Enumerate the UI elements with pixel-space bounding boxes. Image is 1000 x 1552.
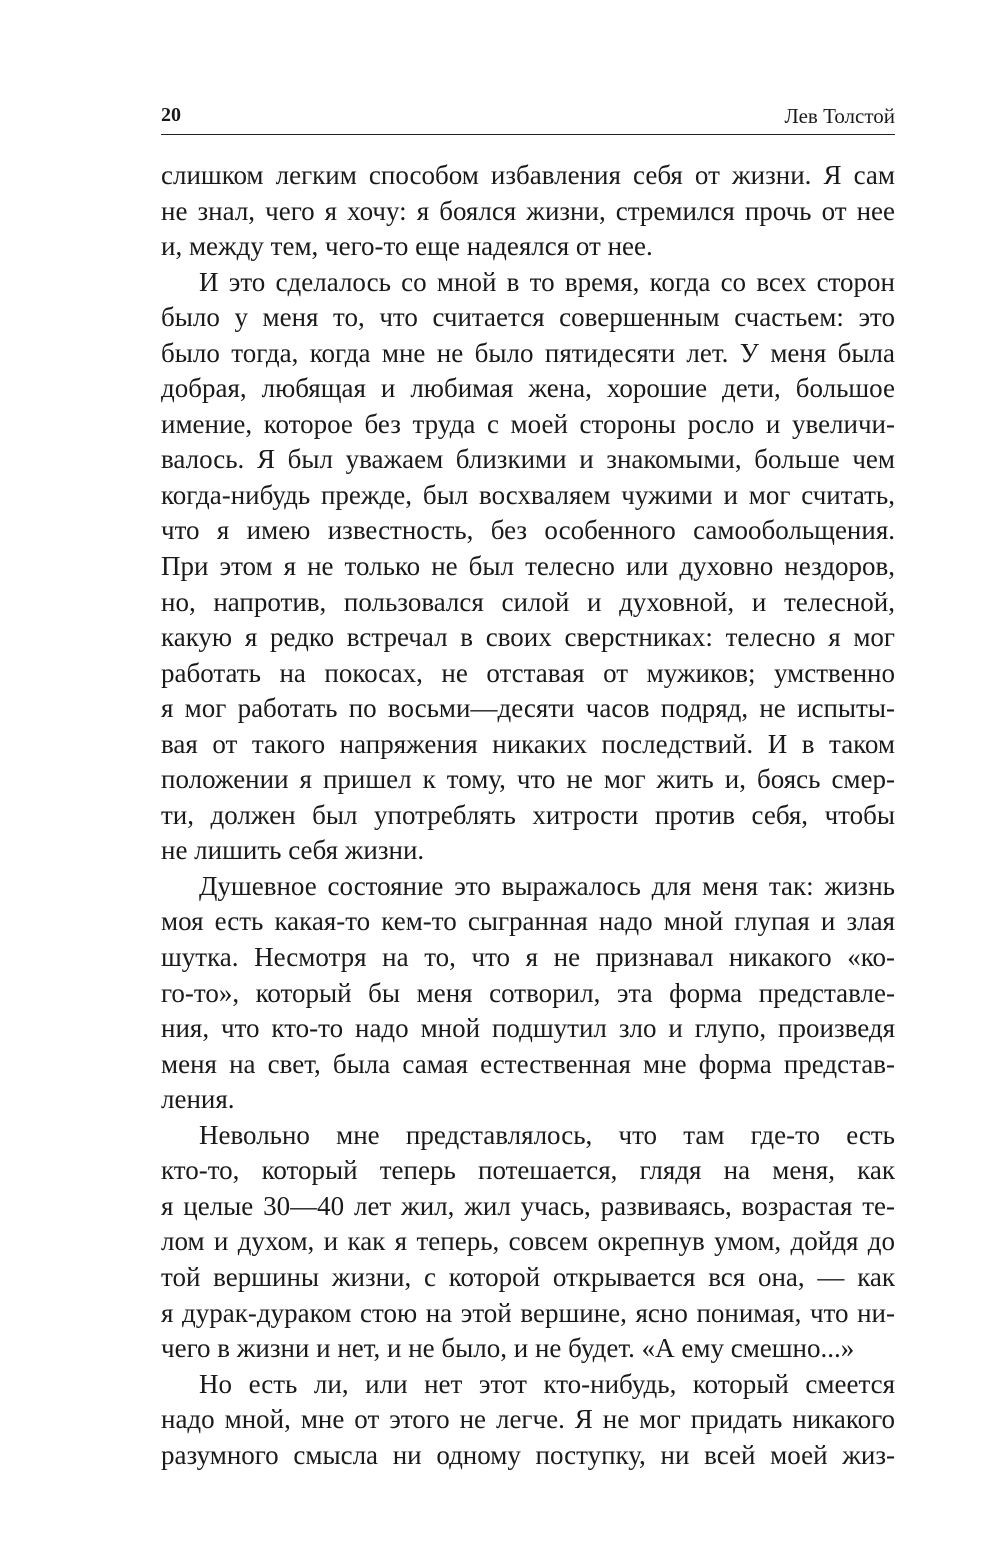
text-line: добрая, любящая и любимая жена, хорошие дети, большое — [161, 373, 895, 404]
text-line: При этом я не только не был телесно или духовно нездоров, — [161, 551, 895, 582]
text-line: работать на покосах, не отставая от мужиков; умственно — [161, 657, 895, 688]
text-line: лом и духом, и как я теперь, совсем окрепнув умом, дойдя до — [161, 1226, 895, 1257]
text-line: Но есть ли, или нет этот кто-нибудь, который смеется — [199, 1368, 895, 1399]
text-line: имение, которое без труда с моей стороны росло и увеличи- — [161, 408, 895, 439]
text-line: не лишить себя жизни. — [161, 835, 425, 866]
text-line: ния, что кто-то надо мной подшутил зло и глупо, произведя — [161, 1013, 895, 1044]
text-line: не знал, чего я хочу: я боялся жизни, стремился прочь от нее — [161, 195, 895, 226]
text-line: надо мной, мне от этого не легче. Я не мог придать никакого — [161, 1404, 895, 1435]
running-title: Лев Толстой — [784, 104, 895, 128]
text-line: но, напротив, пользовался силой и духовной, и телесной, — [161, 586, 895, 617]
text-line: меня на свет, была самая естественная мне форма представ- — [161, 1048, 895, 1079]
text-line: разумного смысла ни одному поступку, ни всей моей жиз- — [161, 1439, 895, 1470]
text-line: И это сделалось со мной в то время, когда со всех сторон — [199, 266, 895, 297]
body-text — [161, 158, 895, 1473]
text-line: той вершины жизни, с которой открывается вся она, — как — [161, 1261, 895, 1292]
text-line: кто-то, который теперь потешается, глядя на меня, как — [161, 1155, 895, 1186]
text-line: было тогда, когда мне не было пятидесяти лет. У меня была — [161, 337, 895, 368]
text-line: вая от такого напряжения никаких последствий. И в таком — [161, 728, 895, 759]
text-line: валось. Я был уважаем близкими и знакомыми, больше чем — [161, 444, 895, 475]
text-line: го-то», который бы меня сотворил, эта форма представле- — [161, 977, 895, 1008]
text-line: слишком легким способом избавления себя от жизни. Я сам — [161, 160, 895, 190]
text-line: что я имею известность, без особенного самообольщения. — [161, 515, 895, 546]
text-line: когда-нибудь прежде, был восхваляем чужими и мог считать, — [161, 479, 895, 510]
text-line: я мог работать по восьми—десяти часов подряд, не испыты- — [161, 693, 895, 724]
text-line: какую я редко встречал в своих сверстниках: телесно я мог — [161, 622, 895, 653]
text-line: ти, должен был употреблять хитрости против себя, чтобы — [161, 799, 895, 830]
page-header — [161, 98, 895, 135]
text-line: было у меня то, что считается совершенным счастьем: это — [161, 302, 895, 333]
text-line: моя есть какая-то кем-то сыгранная надо мной глупая и злая — [161, 906, 895, 937]
text-line: ления. — [161, 1084, 235, 1115]
text-line: я целые 30—40 лет жил, жил учась, развиваясь, возрастая те- — [161, 1190, 895, 1221]
text-line: и, между тем, чего-то еще надеялся от нее. — [161, 231, 653, 262]
text-line: чего в жизни и нет, и не было, и не будет. «А ему смешно...» — [161, 1333, 855, 1364]
text-line: шутка. Несмотря на то, что я не признавал никакого «ко- — [161, 942, 895, 973]
text-line: Невольно мне представлялось, что там где-то есть — [199, 1119, 895, 1150]
text-line: я дурак-дураком стою на этой вершине, ясно понимая, что ни- — [161, 1297, 895, 1328]
page-number: 20 — [161, 104, 181, 126]
text-line: положении я пришел к тому, что не мог жить и, боясь смер- — [161, 764, 895, 795]
text-line: Душевное состояние это выражалось для меня так: жизнь — [199, 870, 895, 901]
